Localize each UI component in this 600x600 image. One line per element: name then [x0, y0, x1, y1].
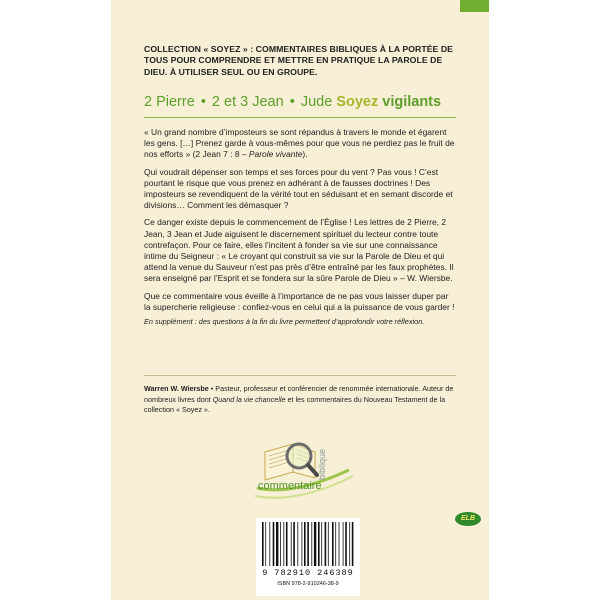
author-book-title: Quand la vie chancelle [212, 394, 286, 404]
blurb-paragraph-3: Ce danger existe depuis le commencement de l’Église ! Les lettres de 2 Pierre, 2 Jean, 3 Jean et Jude aiguisent le discernement spirituel du lecteur contre toute contrefaçon. Pour ce faire, elles l’incitent à fonder sa vie sur une connaissance intime du Seigneur : « Le croyant qui construit sa vie sur la Parole de Dieu et qui attend la venue du Sauveur n’est pas près d’être entraîné par les faux prophètes. Il sera enseigné par l’Esprit et se fondera sur la sûre Parole de Dieu » – W. Wiersbe. [144, 217, 454, 284]
author-name: Warren W. Wiersbe [144, 384, 209, 393]
title-bullet: • [289, 94, 295, 110]
author-divider [144, 375, 456, 376]
blurb-paragraph-2: Qui voudrait dépenser son temps et ses forces pour du vent ? Pas vous ! C’est pourtant le risque que vous prenez en adhérant à de fausses doctrines ! Des imposteurs se revendiquent de la vérité tout en séduisant et en semant discorde et divisions… Comment les démasquer ? [144, 166, 453, 211]
barcode-block [256, 518, 360, 596]
collection-header: COLLECTION « SOYEZ » : COMMENTAIRES BIBLIQUES À LA PORTÉE DE TOUS POUR COMPRENDRE ET METTRE EN PRATIQUE LA PAROLE DE DIEU. À UTILISER SEUL OU EN GROUPE. [144, 44, 454, 77]
commentaire-biblique-logo [253, 430, 363, 510]
title-bullet: • [200, 94, 206, 110]
blurb-text [144, 127, 456, 333]
blurb-paragraph-4: Que ce commentaire vous éveille à l’importance de ne pas vous laisser duper par la supercherie religieuse : confiez-vous en celui qui a la puissance de vous garder ! [144, 290, 455, 312]
green-corner-tab [460, 0, 489, 12]
book-back-cover [111, 0, 489, 600]
publisher-badge: ELB [455, 512, 481, 526]
title-2-3-jean: 2 et 3 Jean [211, 94, 284, 110]
title-divider [144, 117, 456, 118]
title-vigilants: vigilants [382, 94, 442, 110]
title-2-pierre: 2 Pierre [144, 94, 195, 110]
isbn-number: ISBN 978-2-910246-38-9 [277, 581, 339, 587]
supplement-note: En supplément : des questions à la fin du livre permettent d’approfondir votre réflexion. [144, 317, 425, 327]
title-soyez: Soyez [336, 94, 379, 110]
blurb-quote: « Un grand nombre d’imposteurs se sont répandus à travers le monde et égarent les gens. […] Prenez garde à vous-mêmes pour que vous ne perdiez pas le fruit de nos efforts » (2 Jean 7 : 8 – Parole vivante). [144, 127, 455, 160]
book-title [144, 94, 464, 110]
author-bio: Warren W. Wiersbe • Pasteur, professeur et conférencier de renommée internationale. Auteur de nombreux livres dont Quand la vie chancelle et les commentaires du Nouveau Testament de la collection « Soyez ». [144, 384, 454, 415]
barcode-digits: 9 782910 246389 [262, 568, 354, 578]
logo-word-biblique: biblique [317, 448, 327, 480]
barcode-bars [260, 522, 356, 568]
title-jude: Jude [300, 94, 333, 110]
logo-word-commentaire: commentaire [258, 480, 322, 492]
